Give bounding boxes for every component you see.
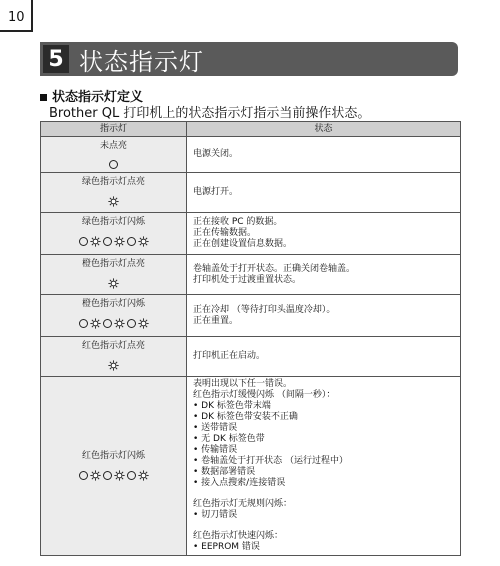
state-line: 打印机正在启动。 bbox=[193, 351, 266, 361]
led-indicator bbox=[41, 160, 186, 169]
state-line: 打印机处于过渡重置状态。 bbox=[193, 274, 302, 285]
led-cell bbox=[41, 255, 187, 295]
table-row bbox=[41, 295, 461, 337]
state-line: 红色指示灯缓慢闪烁 （间隔一秒）： bbox=[193, 390, 336, 400]
table-row bbox=[41, 213, 461, 255]
led-off-icon bbox=[79, 319, 88, 328]
led-label: 绿色指示灯点亮 bbox=[81, 177, 145, 187]
led-cell bbox=[41, 137, 187, 173]
table-row bbox=[41, 255, 461, 295]
led-on-icon bbox=[138, 318, 149, 329]
led-indicator bbox=[41, 360, 186, 371]
state-line: • EEPROM 错误 bbox=[193, 542, 260, 552]
led-on-icon bbox=[114, 236, 125, 247]
header-state: 状态 bbox=[187, 122, 461, 137]
led-indicator bbox=[41, 278, 186, 289]
led-off-icon bbox=[103, 237, 112, 246]
table-row bbox=[41, 137, 461, 173]
state-line: 电源关闭。 bbox=[193, 149, 239, 159]
state-cell bbox=[187, 255, 461, 295]
led-on-icon bbox=[138, 470, 149, 481]
led-label: 红色指示灯闪烁 bbox=[81, 451, 145, 461]
state-line: • 卷轴盖处于打开状态 （运行过程中） bbox=[193, 456, 349, 466]
state-line: • 数据部署错误 bbox=[193, 467, 256, 477]
led-label: 绿色指示灯闪烁 bbox=[81, 217, 145, 227]
table-row bbox=[41, 377, 461, 556]
led-off-icon bbox=[109, 160, 118, 169]
led-indicator bbox=[41, 470, 186, 481]
state-line: • 无 DK 标签色带 bbox=[193, 434, 265, 444]
led-off-icon bbox=[79, 471, 88, 480]
led-on-icon bbox=[138, 236, 149, 247]
table-row bbox=[41, 337, 461, 377]
led-on-icon bbox=[114, 470, 125, 481]
led-off-icon bbox=[127, 319, 136, 328]
led-off-icon bbox=[103, 319, 112, 328]
led-on-icon bbox=[90, 318, 101, 329]
led-on-icon bbox=[114, 318, 125, 329]
state-line: 正在接收 PC 的数据。 bbox=[193, 217, 283, 227]
led-off-icon bbox=[79, 237, 88, 246]
table-header-row bbox=[41, 122, 461, 137]
led-off-icon bbox=[127, 471, 136, 480]
state-line: • DK 标签色带末端 bbox=[193, 401, 271, 411]
state-line: 红色指示灯无规则闪烁： bbox=[193, 499, 293, 509]
header-rule bbox=[0, 30, 32, 32]
led-label: 橙色指示灯点亮 bbox=[81, 259, 145, 269]
led-indicator bbox=[41, 236, 186, 247]
state-line: • 传输错误 bbox=[193, 445, 238, 455]
led-on-icon bbox=[108, 278, 119, 289]
led-off-icon bbox=[127, 237, 136, 246]
led-cell bbox=[41, 213, 187, 255]
led-label: 红色指示灯点亮 bbox=[81, 341, 145, 351]
section-description: Brother QL 打印机上的状态指示灯指示当前操作状态。 bbox=[49, 106, 371, 121]
led-on-icon bbox=[108, 360, 119, 371]
header-side-rule bbox=[31, 0, 33, 32]
state-line bbox=[193, 521, 454, 531]
state-line: • 接入点搜索/连接错误 bbox=[193, 478, 286, 488]
led-label: 橙色指示灯闪烁 bbox=[81, 299, 145, 309]
state-cell bbox=[187, 137, 461, 173]
led-cell bbox=[41, 295, 187, 337]
state-cell bbox=[187, 337, 461, 377]
section-heading-text: 状态指示灯定义 bbox=[52, 90, 144, 105]
status-table bbox=[40, 121, 461, 556]
table-body bbox=[41, 137, 461, 556]
chapter-title: 状态指示灯 bbox=[79, 47, 204, 76]
led-cell bbox=[41, 377, 187, 556]
state-line: 卷轴盖处于打开状态。正确关闭卷轴盖。 bbox=[193, 263, 356, 274]
led-indicator bbox=[41, 318, 186, 329]
table-row bbox=[41, 173, 461, 213]
led-indicator bbox=[41, 196, 186, 207]
state-line: 电源打开。 bbox=[193, 187, 239, 197]
state-line: 正在传输数据。 bbox=[193, 228, 257, 238]
led-on-icon bbox=[90, 470, 101, 481]
page-number: 10 bbox=[8, 10, 25, 25]
state-line: 正在冷却 （等待打印头温度冷却）。 bbox=[193, 304, 336, 315]
state-line: 正在创建设置信息数据。 bbox=[193, 239, 293, 249]
square-bullet-icon bbox=[40, 94, 47, 101]
state-line: 表明出现以下任一错误。 bbox=[193, 379, 293, 389]
led-cell bbox=[41, 337, 187, 377]
header-led: 指示灯 bbox=[41, 122, 187, 137]
state-cell bbox=[187, 295, 461, 337]
led-on-icon bbox=[90, 236, 101, 247]
chapter-number: 5 bbox=[43, 45, 69, 73]
state-cell bbox=[187, 173, 461, 213]
state-line: 红色指示灯快速闪烁： bbox=[193, 531, 284, 541]
led-off-icon bbox=[103, 471, 112, 480]
state-line: • 切刀错误 bbox=[193, 510, 238, 520]
led-cell bbox=[41, 173, 187, 213]
state-line bbox=[193, 489, 454, 499]
state-line: • DK 标签色带安装不正确 bbox=[193, 412, 298, 422]
state-cell bbox=[187, 213, 461, 255]
state-line: 正在重置。 bbox=[193, 315, 239, 326]
led-on-icon bbox=[108, 196, 119, 207]
led-label: 未点亮 bbox=[99, 141, 127, 151]
state-cell bbox=[187, 377, 461, 556]
chapter-title-bar bbox=[40, 42, 458, 76]
state-line: • 送带错误 bbox=[193, 423, 238, 433]
